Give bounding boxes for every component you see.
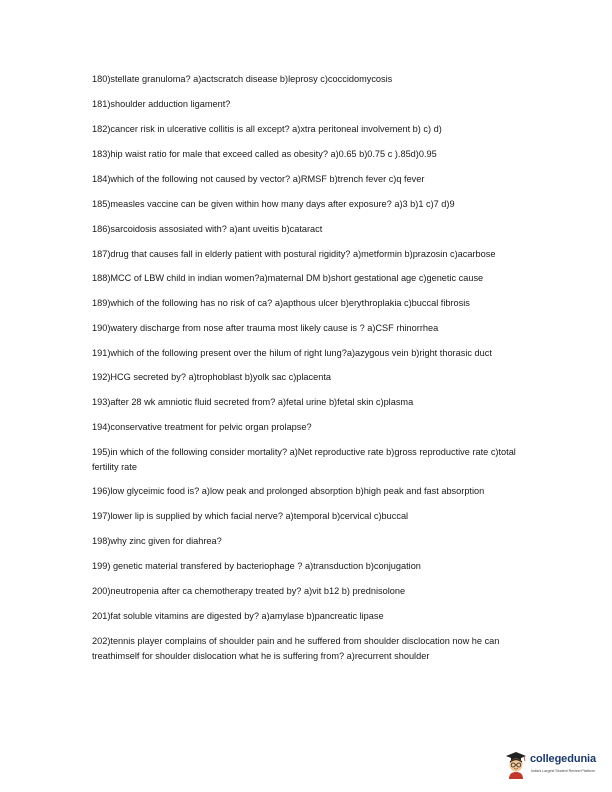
question-item: 189)which of the following has no risk of ca? a)apthous ulcer b)erythroplakia c)buccal fibrosis: [92, 298, 470, 308]
question-item: 194)conservative treatment for pelvic organ prolapse?: [92, 422, 312, 432]
question-list: [92, 72, 522, 674]
question-item: 191)which of the following present over the hilum of right lung?a)azygous vein b)right thorasic duct: [92, 348, 492, 358]
question-item: 184)which of the following not caused by vector? a)RMSF b)trench fever c)q fever: [92, 174, 425, 184]
question-item: 193)after 28 wk amniotic fluid secreted from? a)fetal urine b)fetal skin c)plasma: [92, 397, 414, 407]
question-item: 198)why zinc given for diahrea?: [92, 536, 222, 546]
logo-name: collegedunia: [530, 753, 597, 765]
question-item: 187)drug that causes fall in elderly patient with postural rigidity? a)metformin b)prazosin c)acarbose: [92, 249, 496, 259]
question-item: 190)watery discharge from nose after trauma most likely cause is ? a)CSF rhinorrhea: [92, 323, 439, 333]
question-item: 195)in which of the following consider mortality? a)Net reproductive rate b)gross reproductive rate c)total fertility rate: [92, 447, 516, 472]
question-item: 201)fat soluble vitamins are digested by? a)amylase b)pancreatic lipase: [92, 611, 384, 621]
question-item: 185)measles vaccine can be given within how many days after exposure? a)3 b)1 c)7 d)9: [92, 199, 455, 209]
question-item: 199) genetic material transfered by bacteriophage ? a)transduction b)conjugation: [92, 561, 421, 571]
question-item: 202)tennis player complains of shoulder pain and he suffered from shoulder disclocation now he can treathimself for shoulder dislocation what he is suffering from? a)recurrent shoulder: [92, 636, 500, 661]
logo-tagline: India's Largest Student Review Platform: [531, 769, 595, 773]
question-item: 182)cancer risk in ulcerative collitis is all except? a)xtra peritoneal involvement b) c) d): [92, 124, 442, 134]
question-item: 192)HCG secreted by? a)trophoblast b)yolk sac c)placenta: [92, 372, 331, 382]
mascot-icon: [503, 750, 529, 780]
question-item: 188)MCC of LBW child in indian women?a)maternal DM b)short gestational age c)genetic cause: [92, 273, 484, 283]
question-item: 196)low glyceimic food is? a)low peak and prolonged absorption b)high peak and fast absorption: [92, 486, 485, 496]
question-item: 180)stellate granuloma? a)actscratch disease b)leprosy c)coccidomycosis: [92, 74, 393, 84]
question-item: 197)lower lip is supplied by which facial nerve? a)temporal b)cervical c)buccal: [92, 511, 409, 521]
question-item: 183)hip waist ratio for male that exceed called as obesity? a)0.65 b)0.75 c ).85d)0.95: [92, 149, 437, 159]
collegedunia-logo[interactable]: [503, 750, 603, 782]
question-item: 181)shoulder adduction ligament?: [92, 99, 231, 109]
question-item: 200)neutropenia after ca chemotherapy treated by? a)vit b12 b) prednisolone: [92, 586, 406, 596]
question-item: 186)sarcoidosis assosiated with? a)ant uveitis b)cataract: [92, 224, 323, 234]
